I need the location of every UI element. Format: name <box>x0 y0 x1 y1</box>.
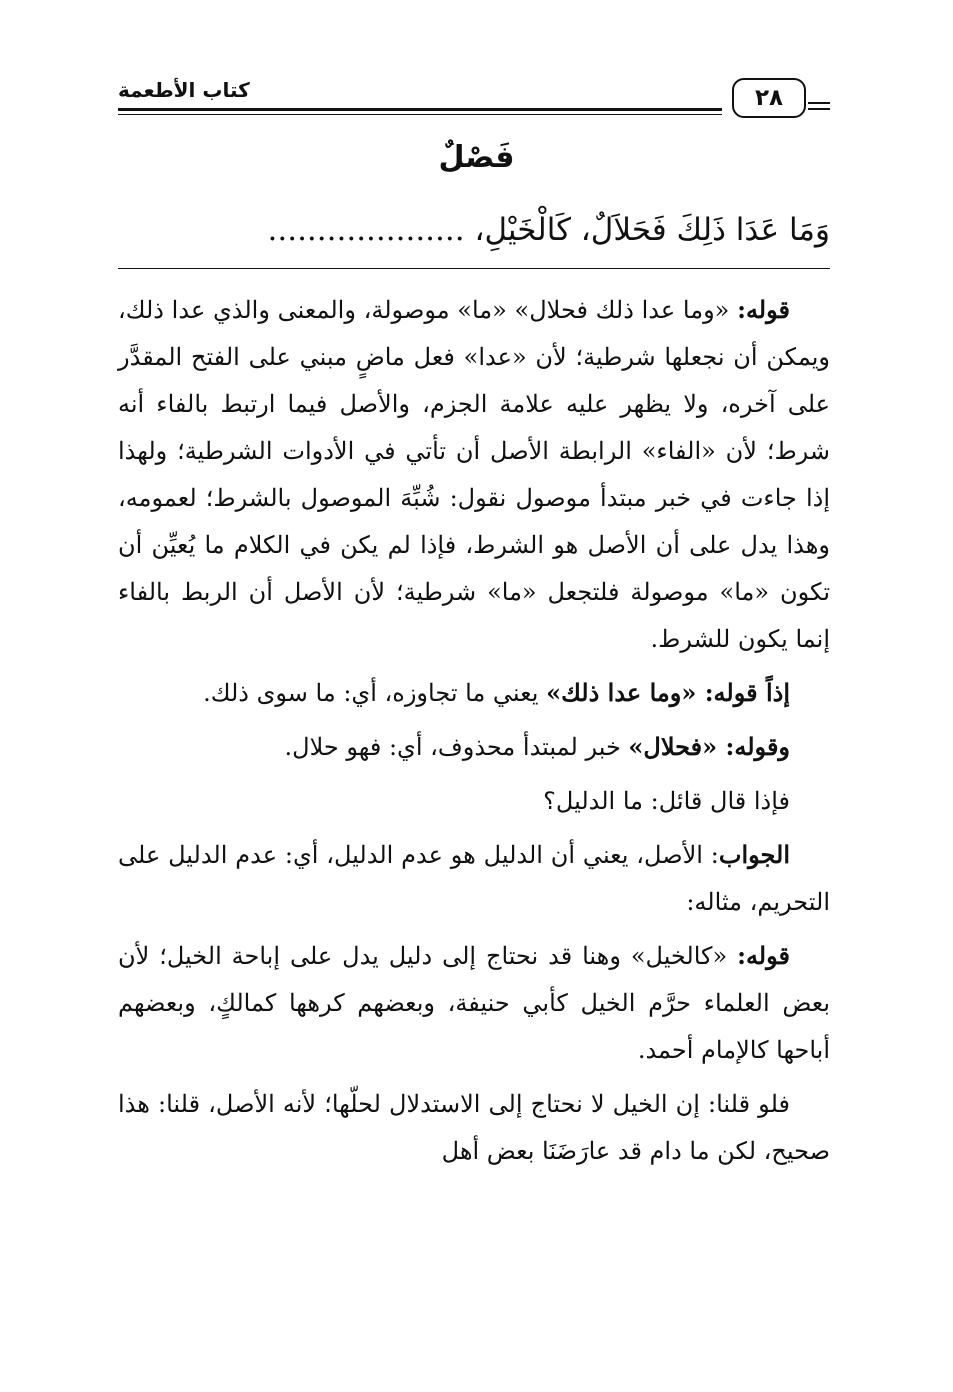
header-rule-right <box>808 102 830 104</box>
matn-text: وَمَا عَدَا ذَلِكَ فَحَلاَلٌ، كَالْخَيْلِ، .................... <box>267 212 830 248</box>
chapter-title: فَصْلٌ <box>438 140 515 175</box>
paragraph-label: قوله: <box>737 295 790 324</box>
paragraph-text: «وما عدا ذلك فحلال» «ما» موصولة، والمعنى والذي عدا ذلك، ويمكن أن نجعلها شرطية؛ لأن «عدا» فعل ماضٍ مبني على الفتح المقدَّر على آخره، ولا يظهر عليه علامة الجزم، والأصل فيما ارتبط بالفاء أنه شرط؛ لأن «الفاء» الرابطة الأصل أن تأتي في الأدوات الشرطية؛ ولهذا إذا جاءت في خبر مبتدأ موصول نقول: شُبِّهَ الموصول بالشرط؛ لعمومه، وهذا يدل على أن الأصل هو الشرط، فإذا لم يكن في الكلام ما يُعيِّن أن تكون «ما» موصولة فلتجعل «ما» شرطية؛ لأن الأصل أن الربط بالفاء إنما يكون للشرط. <box>118 296 830 653</box>
running-book-title: كتاب الأطعمة <box>118 78 250 102</box>
paragraph <box>118 831 830 926</box>
paragraph <box>118 286 830 663</box>
paragraph-label: وقوله: «فحلال» <box>628 732 790 761</box>
header-rule-right <box>808 108 830 110</box>
paragraph-label: الجواب <box>718 840 790 869</box>
paragraph <box>118 1080 830 1175</box>
paragraph-text: يعني ما تجاوزه، أي: ما سوى ذلك. <box>203 679 547 707</box>
matn-divider <box>118 268 830 269</box>
header-rule-thick <box>118 108 722 111</box>
paragraph-text: «كالخيل» وهنا قد نحتاج إلى دليل يدل على إباحة الخيل؛ لأن بعض العلماء حرَّم الخيل كأبي حنيفة، وبعضهم كرهها كمالكٍ، وبعضهم أباحها كالإمام أحمد. <box>118 942 830 1064</box>
paragraph <box>118 669 830 717</box>
header-rule-thin <box>118 114 722 115</box>
paragraph-text: فإذا قال قائل: ما الدليل؟ <box>543 787 790 815</box>
page-number: ٢٨ <box>732 78 806 118</box>
paragraph-text: فلو قلنا: إن الخيل لا نحتاج إلى الاستدلال لحلّها؛ لأنه الأصل، قلنا: هذا صحيح، لكن ما دام قد عارَضَنَا بعض أهل <box>118 1090 830 1165</box>
commentary-body <box>118 286 830 1181</box>
paragraph <box>118 723 830 771</box>
paragraph-text: : الأصل، يعني أن الدليل هو عدم الدليل، أي: عدم الدليل على التحريم، مثاله: <box>118 841 830 916</box>
paragraph <box>118 932 830 1074</box>
page-header <box>118 72 830 128</box>
paragraph-label: قوله: <box>737 941 790 970</box>
paragraph-text: خبر لمبتدأ محذوف، أي: فهو حلال. <box>284 733 629 761</box>
paragraph-label: إذاً قوله: «وما عدا ذلك» <box>546 678 790 707</box>
paragraph <box>118 777 830 825</box>
